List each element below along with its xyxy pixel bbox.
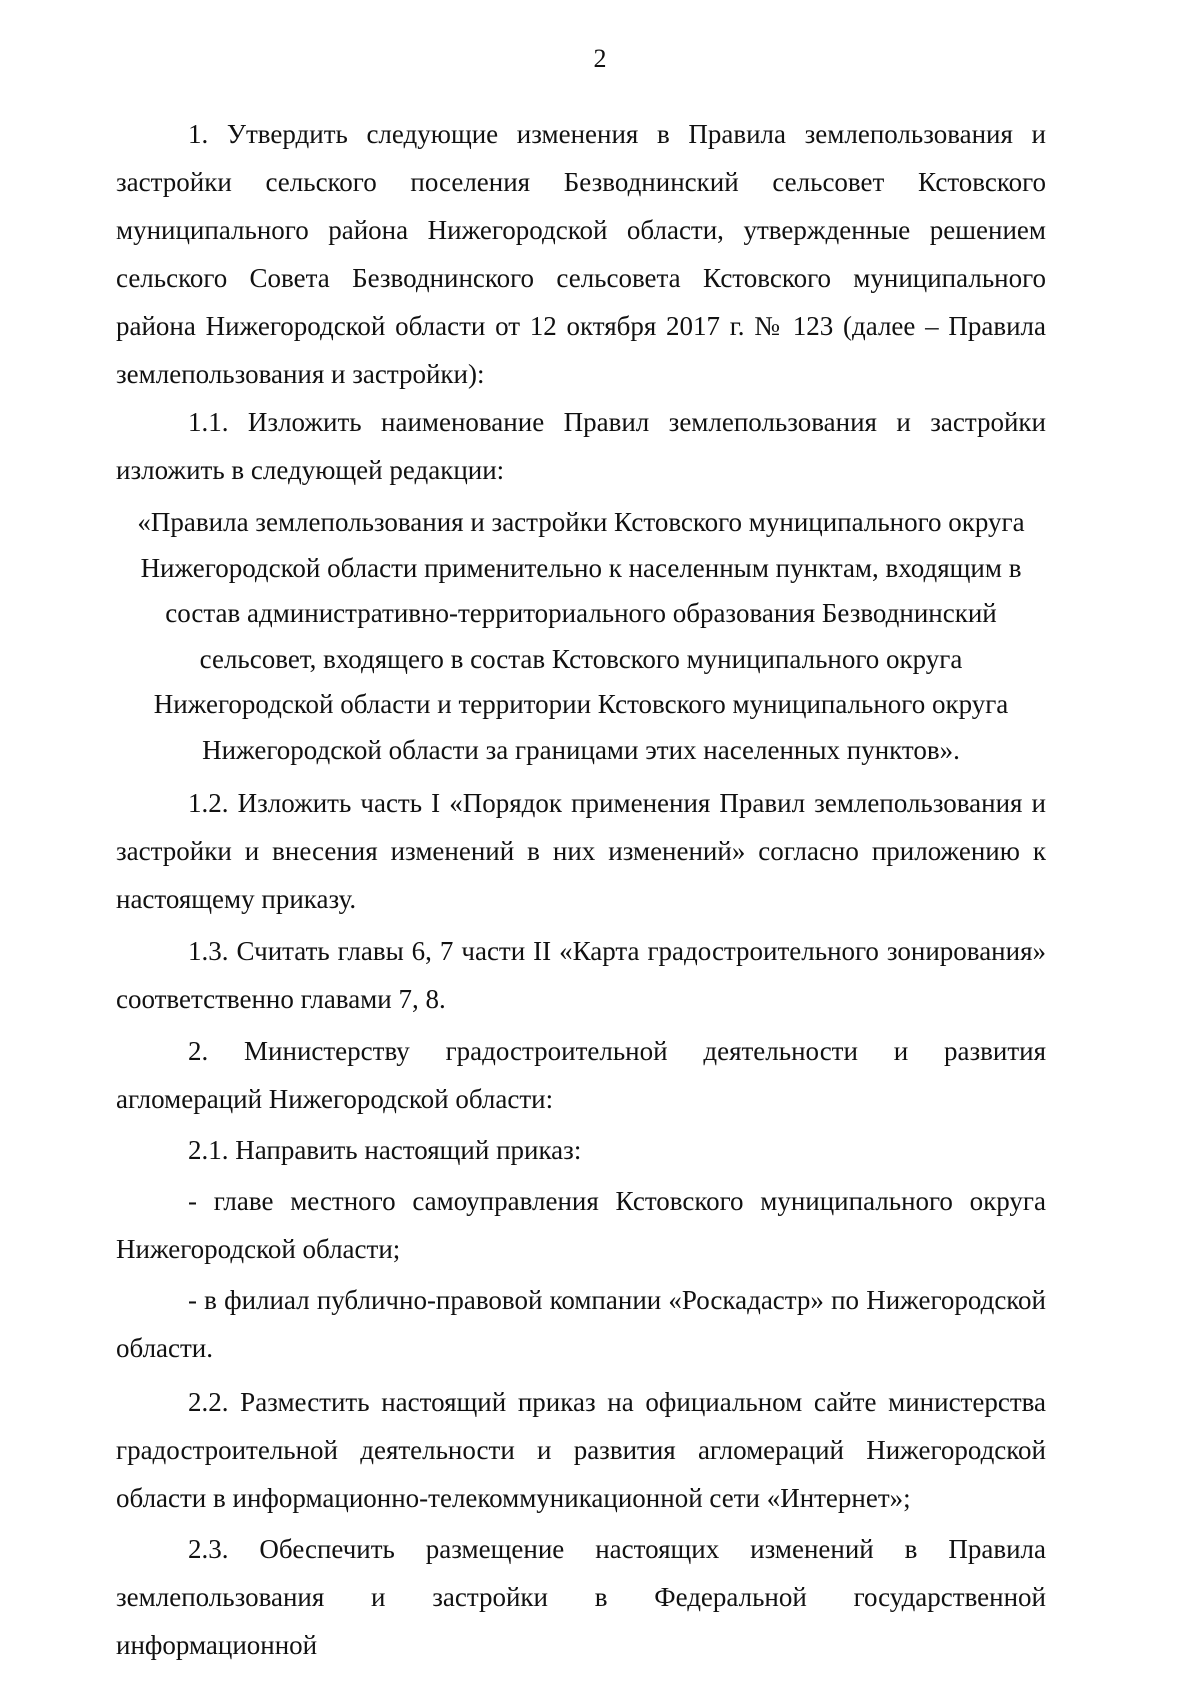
paragraph-2-ministry: 2. Министерству градостроительной деятельности и развития агломераций Нижегородской области: — [116, 1036, 1046, 1114]
paragraph-recipient-roskadastr: - в филиал публично-правовой компании «Роскадастр» по Нижегородской области. — [116, 1285, 1046, 1363]
paragraph-recipient-head: - главе местного самоуправления Кстовского муниципального округа Нижегородской области; — [116, 1186, 1046, 1264]
paragraph-1-3-chapters: 1.3. Считать главы 6, 7 части II «Карта градостроительного зонирования» соответственно главами 7, 8. — [116, 936, 1046, 1014]
paragraph-1-1-rename: 1.1. Изложить наименование Правил землепользования и застройки изложить в следующей редакции: — [116, 407, 1046, 485]
page-number: 2 — [593, 44, 607, 73]
paragraph-2-3-federal-system: 2.3. Обеспечить размещение настоящих изменений в Правила землепользования и застройки в Федеральной государственной информационной — [116, 1534, 1046, 1660]
document-body — [116, 110, 1046, 1669]
paragraph-2-2-publish-site: 2.2. Разместить настоящий приказ на официальном сайте министерства градостроительной деятельности и развития агломераций Нижегородской области в информационно-телекоммуникационной сети «Интернет»; — [116, 1387, 1046, 1513]
paragraph-1-approve-changes: 1. Утвердить следующие изменения в Правила землепользования и застройки сельского поселения Безводнинский сельсовет Кстовского муниципального района Нижегородской области, утвержденные решением сельского Совета Безводнинского сельсовета Кстовского муниципального района Нижегородской области от 12 октября 2017 г. № 123 (далее – Правила землепользования и застройки): — [116, 119, 1046, 389]
paragraph-2-1-send-order: 2.1. Направить настоящий приказ: — [188, 1135, 582, 1165]
paragraph-new-title-quote: «Правила землепользования и застройки Кстовского муниципального округа Нижегородской области применительно к населенным пунктам, входящим в состав административно-территориального образования Безводнинский сельсовет, входящего в состав Кстовского муниципального округа Нижегородской области и территории Кстовского муниципального округа Нижегородской области за границами этих населенных пунктов». — [137, 507, 1025, 765]
paragraph-1-2-part-one: 1.2. Изложить часть I «Порядок применения Правил землепользования и застройки и внесения изменений в них изменений» согласно приложению к настоящему приказу. — [116, 788, 1046, 914]
